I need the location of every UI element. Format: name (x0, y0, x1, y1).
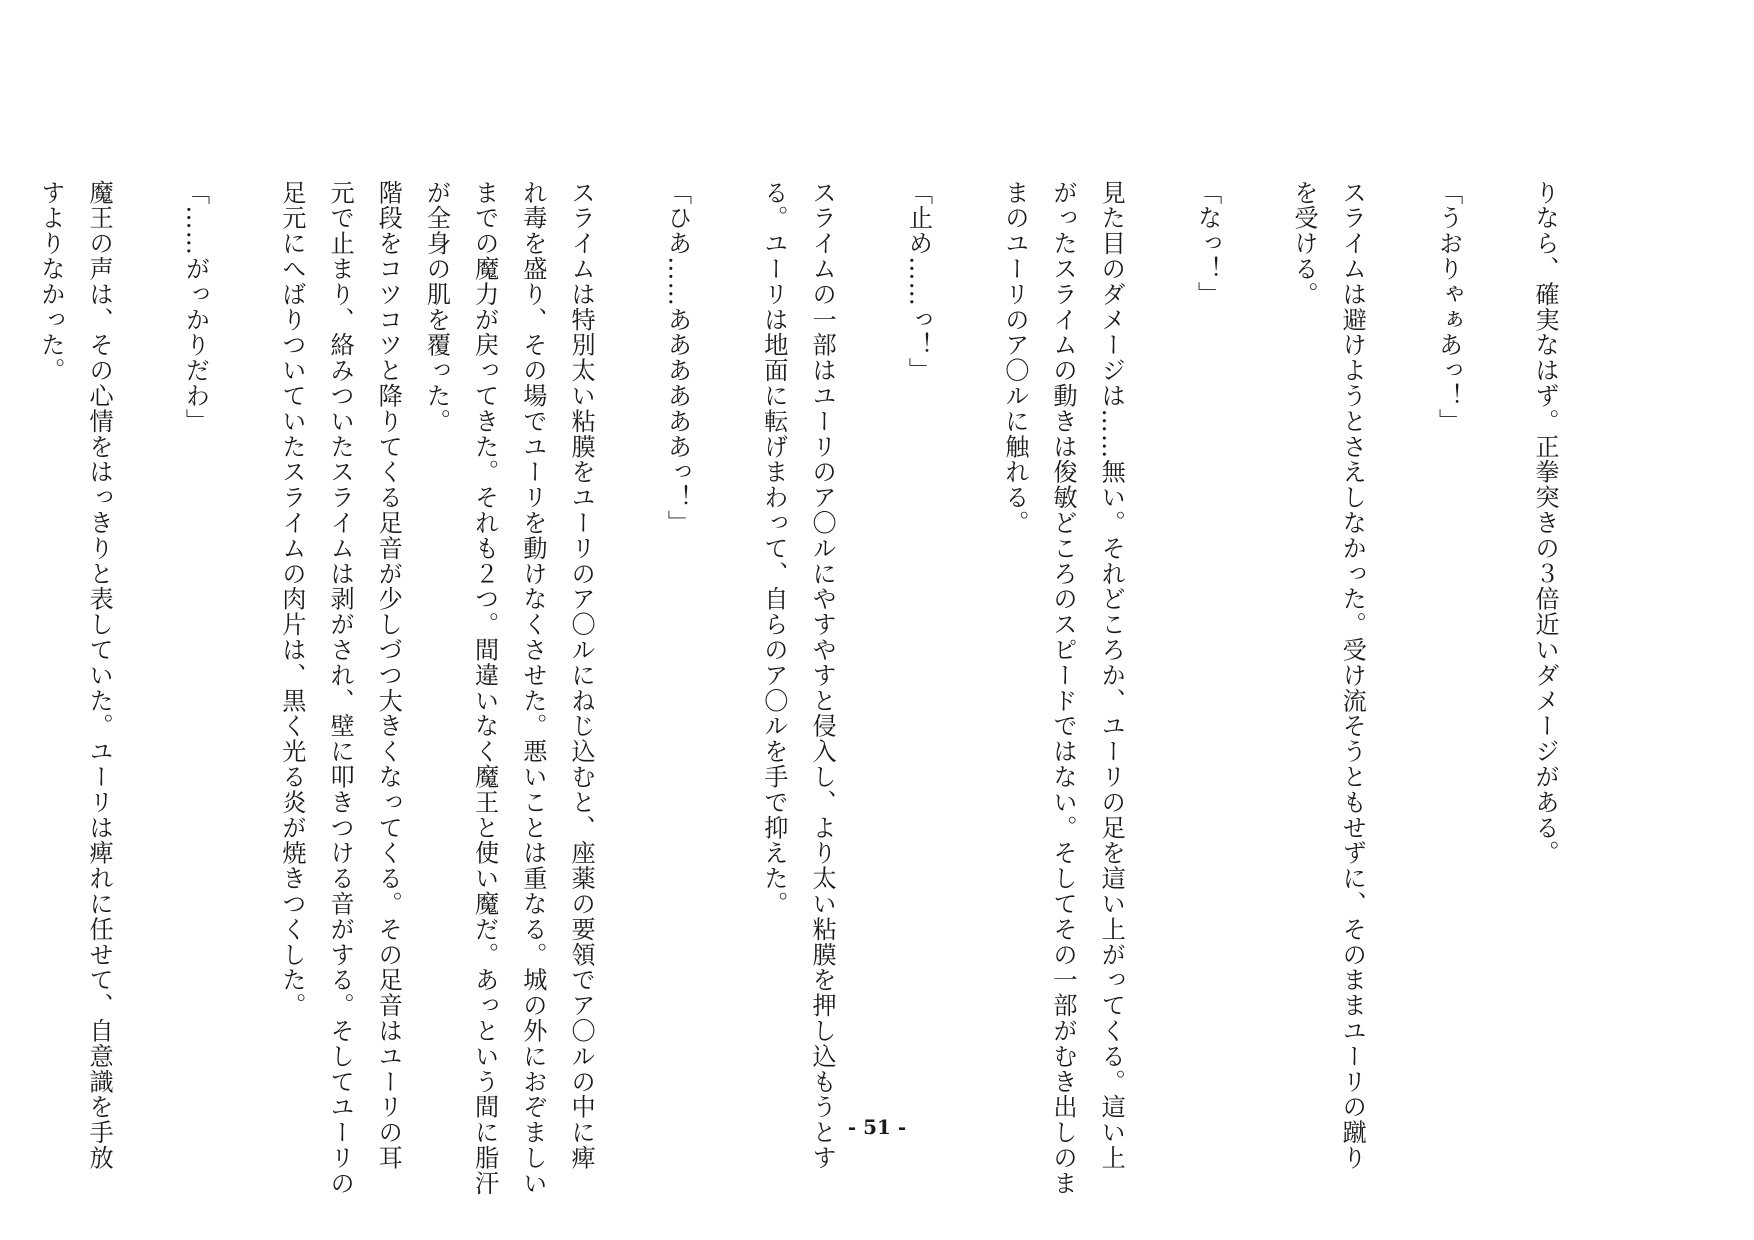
text-line: が全身の肌を覆った。 (422, 180, 451, 434)
text-line: 階段をコツコツと降りてくる足音が少しづつ大きくなってくる。その足音はユーリの耳 (374, 180, 403, 1171)
text-line: までの魔力が戻ってきた。それも２つ。間違いなく魔王と使い魔だ。あっという間に脂汗 (470, 180, 499, 1196)
blank-line (123, 180, 171, 1080)
blank-line (942, 180, 990, 1080)
page-number: - 51 - (847, 1115, 907, 1139)
text-line: まのユーリのア〇ルに触れる。 (1000, 180, 1029, 536)
blank-line (1376, 180, 1424, 1080)
text-line: 「ひあ……ああああああっ！」 (663, 180, 692, 536)
text-line: 「止め……っ！」 (904, 180, 933, 384)
text-line: 「なっ！」 (1193, 180, 1222, 307)
blank-line (605, 180, 653, 1080)
blank-line (1232, 180, 1280, 1080)
blank-line (0, 180, 27, 1080)
text-line: スライムの一部はユーリのア〇ルにやすやすと侵入し、より太い粘膜を押し込もうとす (808, 180, 837, 1171)
text-line: 見た目のダメージは……無い。それどころか、ユーリの足を這い上がってくる。這い上 (1097, 180, 1126, 1171)
blank-line (219, 180, 267, 1080)
text-line: スライムは特別太い粘膜をユーリのア〇ルにねじ込むと、座薬の要領でア〇ルの中に痺 (567, 180, 596, 1171)
text-line: スライムは避けようとさえしなかった。受け流そうともせずに、そのままユーリの蹴り (1338, 180, 1367, 1171)
text-line: 魔王の声は、その心情をはっきりと表していた。ユーリは痺れに任せて、自意識を手放 (85, 180, 114, 1171)
text-line: 「……がっかりだわ」 (181, 180, 210, 434)
blank-line (846, 180, 894, 1080)
text-line: 「うおりゃぁあっ！」 (1434, 180, 1463, 434)
text-line: る。ユーリは地面に転げまわって、自らのア〇ルを手で抑えた。 (759, 180, 788, 917)
blank-line (1473, 180, 1521, 1080)
text-line: 元で止まり、絡みついたスライムは剥がされ、壁に叩きつける音がする。そしてユーリの (326, 180, 355, 1196)
text-line: 足元にへばりついていたスライムの肉片は、黒く光る炎が焼きつくした。 (277, 180, 306, 1019)
text-line: れ毒を盛り、その場でユーリを動けなくさせた。悪いことは重なる。城の外におぞましい (518, 180, 547, 1196)
text-line: りなら、確実なはず。正拳突きの３倍近いダメージがある。 (1531, 180, 1559, 866)
text-line: すよりなかった。 (36, 180, 65, 384)
text-line: を受ける。 (1290, 180, 1319, 307)
blank-line (701, 180, 749, 1080)
blank-line (1135, 180, 1183, 1080)
text-line: がったスライムの動きは俊敏どころのスピードではない。そしてその一部がむき出しのま (1049, 180, 1078, 1196)
